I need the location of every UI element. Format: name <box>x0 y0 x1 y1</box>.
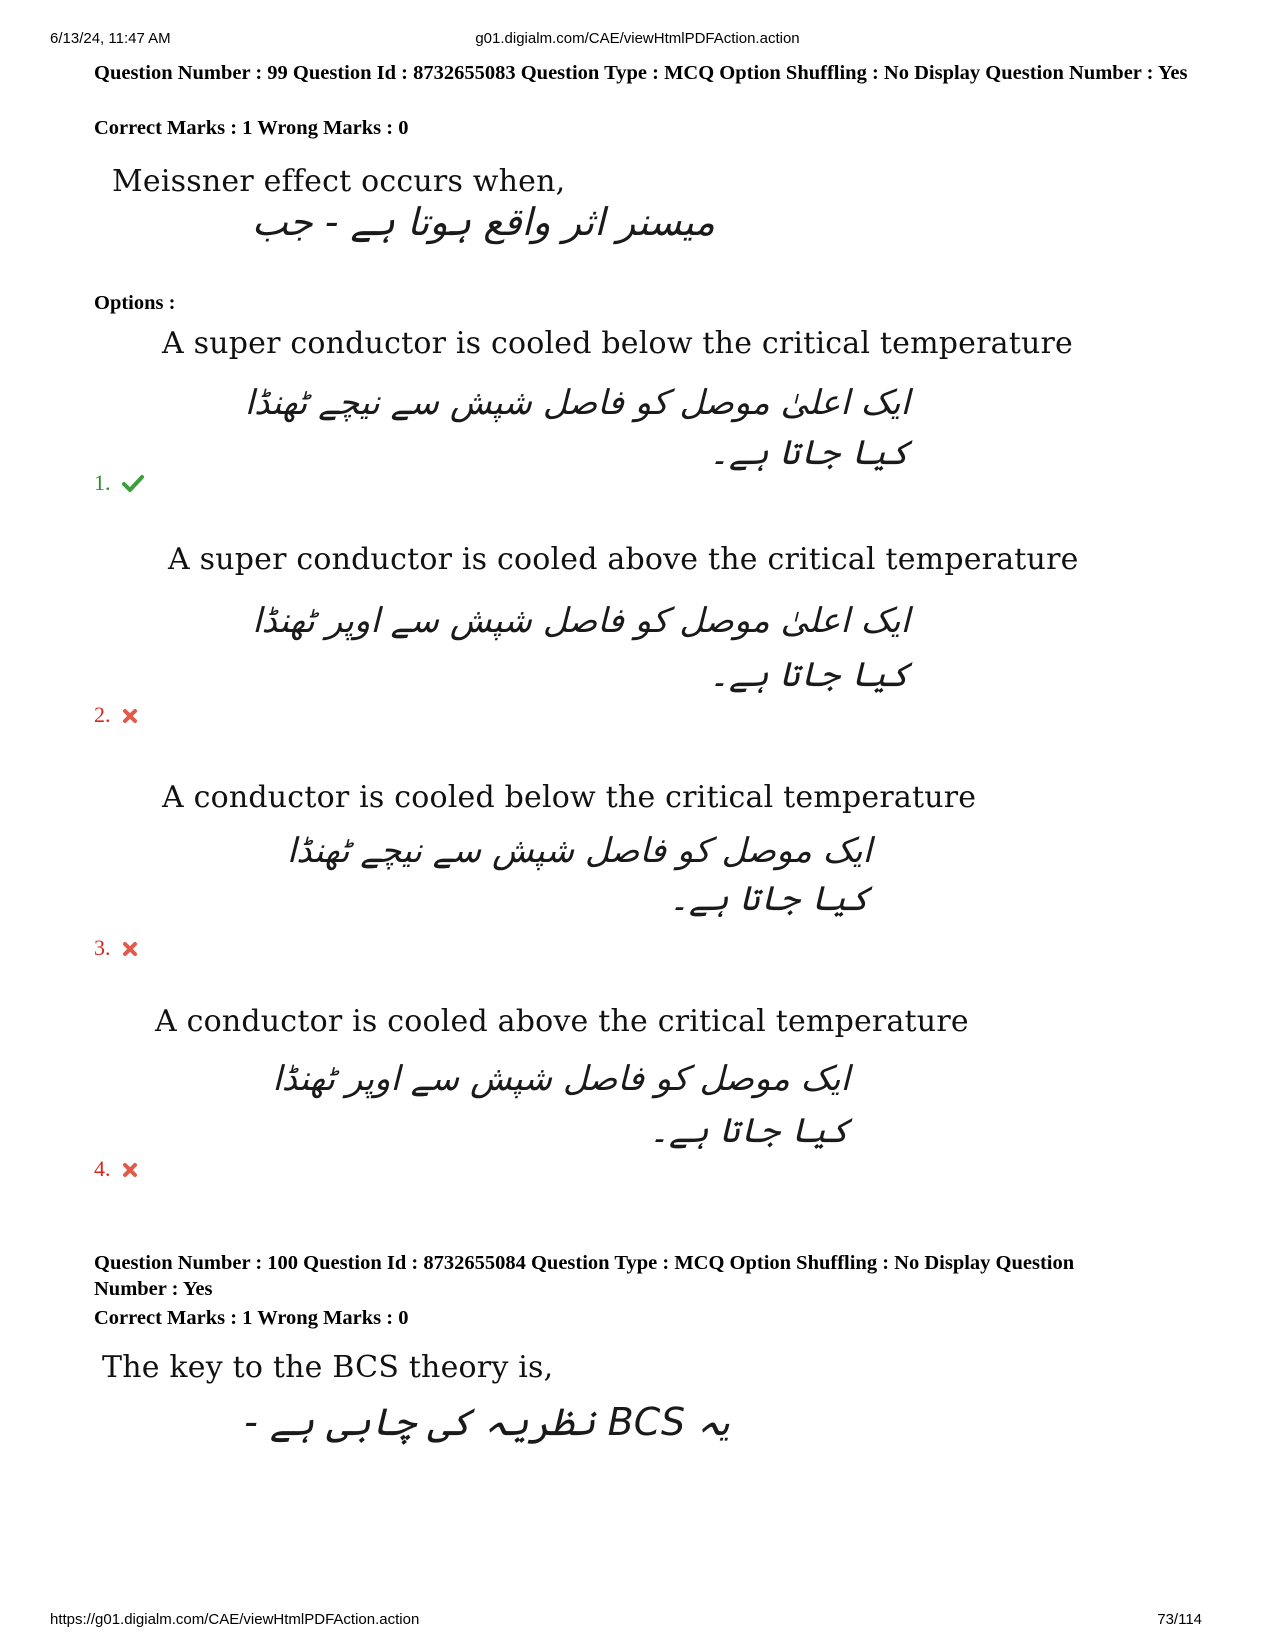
option-4-number <box>94 1156 138 1184</box>
question-meta: Question Number : 99 Question Id : 8732655083 Question Type : MCQ Option Shuffling : No Display Question Number : Yes <box>94 62 1188 84</box>
print-header <box>0 30 1275 50</box>
option-4-english: A conductor is cooled above the critical temperature <box>155 1004 969 1039</box>
print-footer-url: https://g01.digialm.com/CAE/viewHtmlPDFAction.action <box>50 1611 420 1628</box>
option-1-urdu-line-1: ایک اعلیٰ موصل کو فاصل شپش سے نیچے ٹھنڈا <box>244 383 910 423</box>
option-3-urdu-line-2: کیا جاتا ہے۔ <box>669 879 870 919</box>
option-2-urdu-line-2: کیا جاتا ہے۔ <box>709 655 910 695</box>
option-2-urdu-line-1: ایک اعلیٰ موصل کو فاصل شپش سے اوپر ٹھنڈا <box>252 601 910 641</box>
option-1-english: A super conductor is cooled below the critical temperature <box>162 326 1074 361</box>
cross-icon <box>122 1158 138 1184</box>
question-marks: Correct Marks : 1 Wrong Marks : 0 <box>94 1307 409 1329</box>
option-4-number-label: 4. <box>94 1156 111 1181</box>
page-number: 73/114 <box>1157 1611 1202 1628</box>
option-4-urdu-line-1: ایک موصل کو فاصل شپش سے اوپر ٹھنڈا <box>272 1059 850 1099</box>
cross-icon <box>122 937 138 963</box>
option-1-number <box>94 470 144 498</box>
option-3-number <box>94 935 138 963</box>
question-stem-urdu: میسنر اثر واقع ہوتا ہے - جب <box>251 200 715 244</box>
option-4-urdu-line-2: کیا جاتا ہے۔ <box>649 1111 850 1151</box>
question-meta: Question Number : 100 Question Id : 8732655084 Question Type : MCQ Option Shuffling : No Display Question Number : Yes <box>94 1252 1075 1300</box>
options-heading: Options : <box>94 292 176 314</box>
option-2-number-label: 2. <box>94 702 111 727</box>
option-2-number <box>94 702 138 730</box>
option-3-number-label: 3. <box>94 935 111 960</box>
print-datetime: 6/13/24, 11:47 AM <box>50 30 171 47</box>
option-3-urdu-line-1: ایک موصل کو فاصل شپش سے نیچے ٹھنڈا <box>286 831 872 871</box>
question-stem-english: Meissner effect occurs when, <box>112 164 566 199</box>
print-footer <box>0 1611 1275 1631</box>
question-stem-urdu: یہ BCS نظریہ کی چابی ہے - <box>244 1400 730 1444</box>
option-3-english: A conductor is cooled below the critical temperature <box>162 780 977 815</box>
check-icon <box>122 472 144 498</box>
option-1-urdu-line-2: کیا جاتا ہے۔ <box>709 433 910 473</box>
option-1-number-label: 1. <box>94 470 111 495</box>
question-stem-english: The key to the BCS theory is, <box>102 1350 554 1385</box>
question-marks: Correct Marks : 1 Wrong Marks : 0 <box>94 117 409 139</box>
option-2-english: A super conductor is cooled above the critical temperature <box>168 542 1079 577</box>
print-header-url: g01.digialm.com/CAE/viewHtmlPDFAction.action <box>475 30 800 47</box>
cross-icon <box>122 704 138 730</box>
